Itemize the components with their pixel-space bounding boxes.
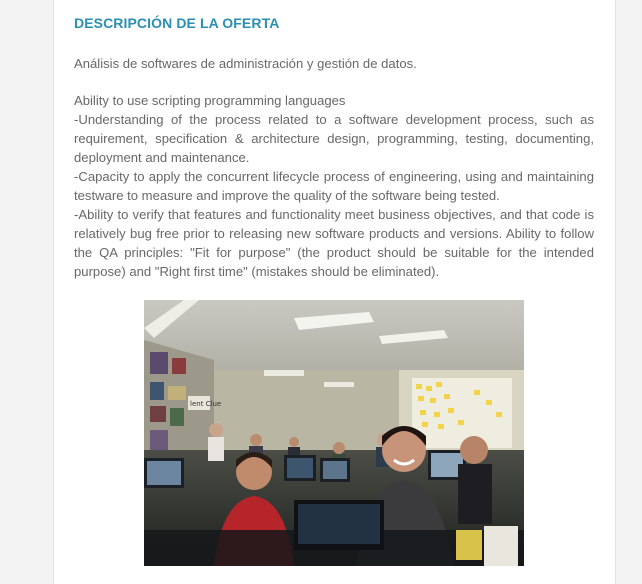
requirement-line: -Ability to verify that features and functionality meet business objectives, and that code is relatively bug free prior to releasing new software products and versions. Ability to follow the QA principles: "Fit for purpose" (the product should be suitable for the intended purpose) and "Right first time" (mistakes should be eliminated). [74,207,594,279]
wall-sign-text: lent Clue [190,400,222,408]
job-description-card [53,0,616,584]
office-photo [144,300,524,566]
requirements-paragraph [74,91,594,281]
requirement-line: Ability to use scripting programming languages [74,93,346,108]
intro-paragraph: Análisis de softwares de administración y gestión de datos. [74,56,417,71]
office-photo-illustration [144,300,524,566]
requirement-line: -Capacity to apply the concurrent lifecycle process of engineering, using and maintaining testware to measure and improve the quality of the software being tested. [74,169,594,203]
requirement-line: -Understanding of the process related to a software development process, such as requirement, specification & architecture design, programming, testing, documenting, deployment and maintenance. [74,112,594,165]
section-heading: DESCRIPCIÓN DE LA OFERTA [74,15,280,31]
